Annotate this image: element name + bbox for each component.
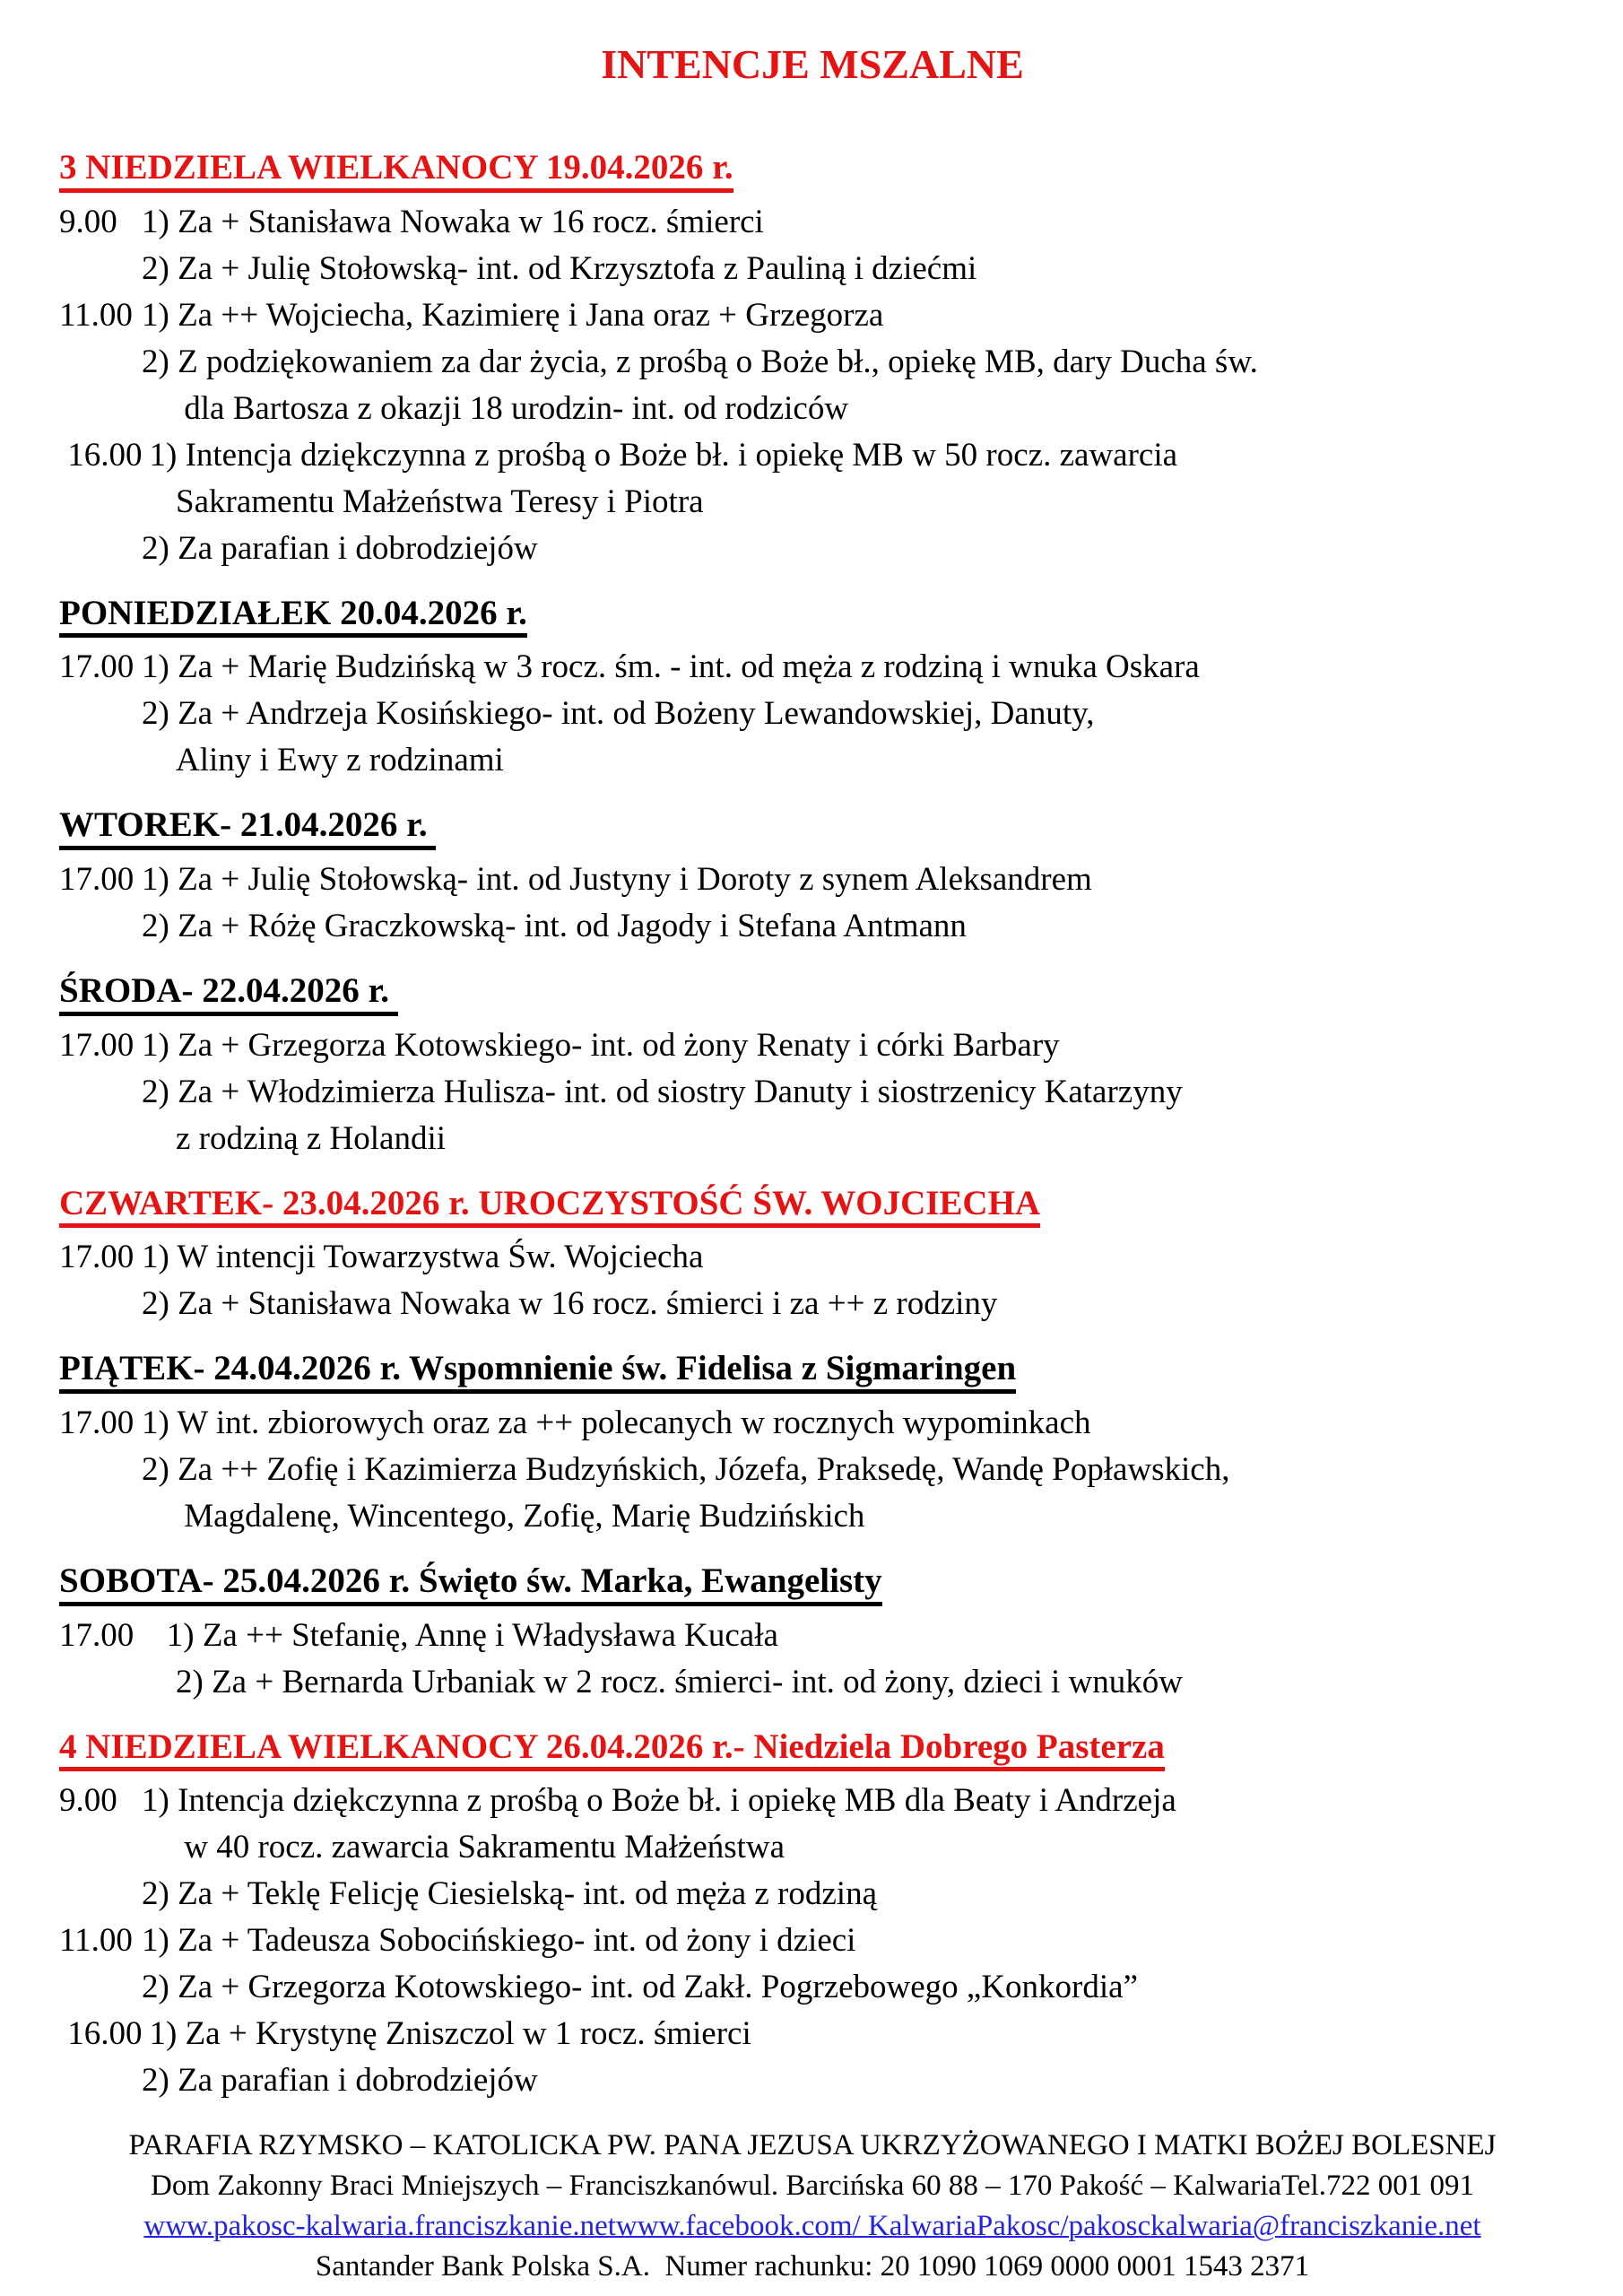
intention-text: 2) Za + Różę Graczkowską- int. od Jagody i Stefana Antmann bbox=[142, 907, 967, 944]
day-section bbox=[59, 572, 1566, 785]
intention-text: 1) Intencja dziękczynna z prośbą o Boże bł. i opiekę MB dla Beaty i Andrzeja bbox=[142, 1782, 1176, 1820]
intention-line bbox=[59, 1824, 1566, 1871]
intention-text: 1) Intencja dziękczynna z prośbą o Boże bł. i opiekę MB w 50 rocz. zawarcia bbox=[149, 436, 1178, 474]
day-section bbox=[59, 1327, 1566, 1540]
intention-text: 2) Za + Julię Stołowską- int. od Krzysztofa z Pauliną i dziećmi bbox=[142, 249, 977, 287]
time-label: 17.00 bbox=[59, 648, 135, 686]
intention-line bbox=[59, 1778, 1566, 1824]
intention-text: 1) Za + Julię Stołowską- int. od Justyny i Doroty z synem Aleksandrem bbox=[142, 860, 1092, 898]
intention-line bbox=[59, 2057, 1566, 2104]
day-section bbox=[59, 1706, 1566, 2105]
time-label: 9.00 bbox=[59, 203, 117, 240]
intention-text: Magdalenę, Wincentego, Zofię, Marię Budzińskich bbox=[176, 1497, 865, 1535]
section-heading: SOBOTA- 25.04.2026 r. Święto św. Marka, Ewangelisty bbox=[59, 1561, 882, 1606]
time-label: 11.00 bbox=[59, 296, 133, 334]
intention-text: 2) Za + Andrzeja Kosińskiego- int. od Bożeny Lewandowskiej, Danuty, bbox=[142, 695, 1095, 733]
footer-address: Dom Zakonny Braci Mniejszych – Franciszkanówul. Barcińska 60 88 – 170 Pakość – KalwariaTel.722 001 091 bbox=[151, 2170, 1474, 2203]
intention-line bbox=[59, 432, 1566, 479]
parish-footer bbox=[59, 2126, 1566, 2287]
footer-parish-name: PARAFIA RZYMSKO – KATOLICKA PW. PANA JEZUSA UKRZYŻOWANEGO I MATKI BOŻEJ BOLESNEJ bbox=[128, 2129, 1497, 2162]
intention-line bbox=[59, 1116, 1566, 1162]
intention-line bbox=[59, 903, 1566, 950]
time-label: 9.00 bbox=[59, 1782, 117, 1820]
intention-line bbox=[59, 339, 1566, 386]
intention-text: 1) Za ++ Stefanię, Annę i Władysława Kucała bbox=[142, 1616, 778, 1654]
intention-line bbox=[59, 737, 1566, 784]
intention-line bbox=[59, 1964, 1566, 2011]
time-label: 17.00 bbox=[59, 1026, 135, 1064]
page-title: INTENCJE MSZALNE bbox=[601, 41, 1024, 87]
section-heading: 3 NIEDZIELA WIELKANOCY 19.04.2026 r. bbox=[59, 148, 733, 193]
intention-text: 2) Za ++ Zofię i Kazimierza Budzyńskich, Józefa, Praksedę, Wandę Popławskich, bbox=[142, 1450, 1230, 1488]
intention-text: 1) W intencji Towarzystwa Św. Wojciecha bbox=[142, 1239, 704, 1276]
intention-text: 1) Za + Grzegorza Kotowskiego- int. od żony Renaty i córki Barbary bbox=[142, 1026, 1060, 1064]
intention-line bbox=[59, 246, 1566, 292]
intention-line bbox=[59, 292, 1566, 339]
intention-text: 1) Za ++ Wojciecha, Kazimierę i Jana oraz + Grzegorza bbox=[142, 296, 884, 334]
time-label: 17.00 bbox=[59, 1239, 135, 1276]
time-label: 16.00 bbox=[59, 2015, 143, 2053]
intention-text: 1) Za + Tadeusza Sobocińskiego- int. od żony i dzieci bbox=[142, 1922, 856, 1960]
intentions-list bbox=[59, 126, 1566, 2104]
intention-text: 2) Z podziękowaniem za dar życia, z prośbą o Boże bł., opiekę MB, dary Ducha św. bbox=[142, 343, 1258, 380]
intention-text: Sakramentu Małżeństwa Teresy i Piotra bbox=[176, 483, 704, 520]
intention-text: 2) Za parafian i dobrodziejów bbox=[142, 2062, 538, 2100]
time-label: 17.00 bbox=[59, 1616, 135, 1654]
time-label: 16.00 bbox=[59, 436, 143, 474]
intention-line bbox=[59, 644, 1566, 691]
intention-line bbox=[59, 2011, 1566, 2057]
section-heading: PONIEDZIAŁEK 20.04.2026 r. bbox=[59, 594, 527, 639]
intention-line bbox=[59, 1613, 1566, 1659]
day-section bbox=[59, 950, 1566, 1162]
intention-line bbox=[59, 1234, 1566, 1281]
intention-line bbox=[59, 526, 1566, 572]
section-heading: ŚRODA- 22.04.2026 r. bbox=[59, 971, 398, 1016]
section-heading: 4 NIEDZIELA WIELKANOCY 26.04.2026 r.- Niedziela Dobrego Pasterza bbox=[59, 1727, 1165, 1772]
intention-text: 2) Za + Bernarda Urbaniak w 2 rocz. śmierci- int. od żony, dzieci i wnuków bbox=[176, 1663, 1183, 1700]
intention-line bbox=[59, 199, 1566, 246]
intention-line bbox=[59, 1871, 1566, 1918]
intention-text: dla Bartosza z okazji 18 urodzin- int. od rodziców bbox=[176, 389, 849, 427]
intention-line bbox=[59, 1022, 1566, 1069]
intention-line bbox=[59, 1918, 1566, 1964]
intention-line bbox=[59, 1069, 1566, 1116]
intention-line bbox=[59, 386, 1566, 432]
intention-line bbox=[59, 857, 1566, 903]
intention-line bbox=[59, 691, 1566, 737]
section-heading: WTOREK- 21.04.2026 r. bbox=[59, 805, 436, 850]
intention-line bbox=[59, 1281, 1566, 1327]
footer-bank-account: Santander Bank Polska S.A. Numer rachunku: 20 1090 1069 0000 0001 1543 2371 bbox=[315, 2250, 1310, 2283]
day-section bbox=[59, 1540, 1566, 1706]
time-label: 17.00 bbox=[59, 1404, 135, 1441]
intention-text: 2) Za + Grzegorza Kotowskiego- int. od Zakł. Pogrzebowego „Konkordia” bbox=[142, 1969, 1138, 2006]
intention-text: 2) Za + Włodzimierza Hulisza- int. od siostry Danuty i siostrzenicy Katarzyny bbox=[142, 1073, 1183, 1110]
intention-line bbox=[59, 1447, 1566, 1493]
intention-line bbox=[59, 1659, 1566, 1706]
footer-links[interactable]: www.pakosc-kalwaria.franciszkanie.netwww.facebook.com/ KalwariaPakosc/pakosckalwaria@franciszkanie.net bbox=[143, 2210, 1481, 2243]
intention-text: 2) Za parafian i dobrodziejów bbox=[142, 529, 538, 567]
time-label: 11.00 bbox=[59, 1922, 133, 1960]
intention-text: w 40 rocz. zawarcia Sakramentu Małżeństwa bbox=[176, 1829, 785, 1866]
intention-text: 2) Za + Stanisława Nowaka w 16 rocz. śmierci i za ++ z rodziny bbox=[142, 1285, 998, 1323]
intention-line bbox=[59, 1493, 1566, 1540]
time-label: 17.00 bbox=[59, 860, 135, 898]
intention-text: 1) Za + Krystynę Zniszczol w 1 rocz. śmierci bbox=[149, 2015, 751, 2053]
section-heading: PIĄTEK- 24.04.2026 r. Wspomnienie św. Fidelisa z Sigmaringen bbox=[59, 1349, 1016, 1394]
footer-links-row bbox=[59, 2206, 1566, 2247]
section-heading: CZWARTEK- 23.04.2026 r. UROCZYSTOŚĆ ŚW. WOJCIECHA bbox=[59, 1184, 1040, 1229]
intention-text: 1) W int. zbiorowych oraz za ++ polecanych w rocznych wypominkach bbox=[142, 1404, 1091, 1441]
intention-line bbox=[59, 479, 1566, 526]
intention-text: z rodziną z Holandii bbox=[176, 1119, 447, 1157]
day-section bbox=[59, 1162, 1566, 1328]
intention-text: 1) Za + Stanisława Nowaka w 16 rocz. śmierci bbox=[142, 203, 764, 240]
day-section bbox=[59, 126, 1566, 572]
intention-text: 1) Za + Marię Budzińską w 3 rocz. śm. - int. od męża z rodziną i wnuka Oskara bbox=[142, 648, 1200, 686]
intention-line bbox=[59, 1400, 1566, 1447]
intention-text: 2) Za + Teklę Felicję Ciesielską- int. od męża z rodziną bbox=[142, 1875, 877, 1913]
intention-text: Aliny i Ewy z rodzinami bbox=[176, 742, 504, 779]
day-section bbox=[59, 784, 1566, 950]
